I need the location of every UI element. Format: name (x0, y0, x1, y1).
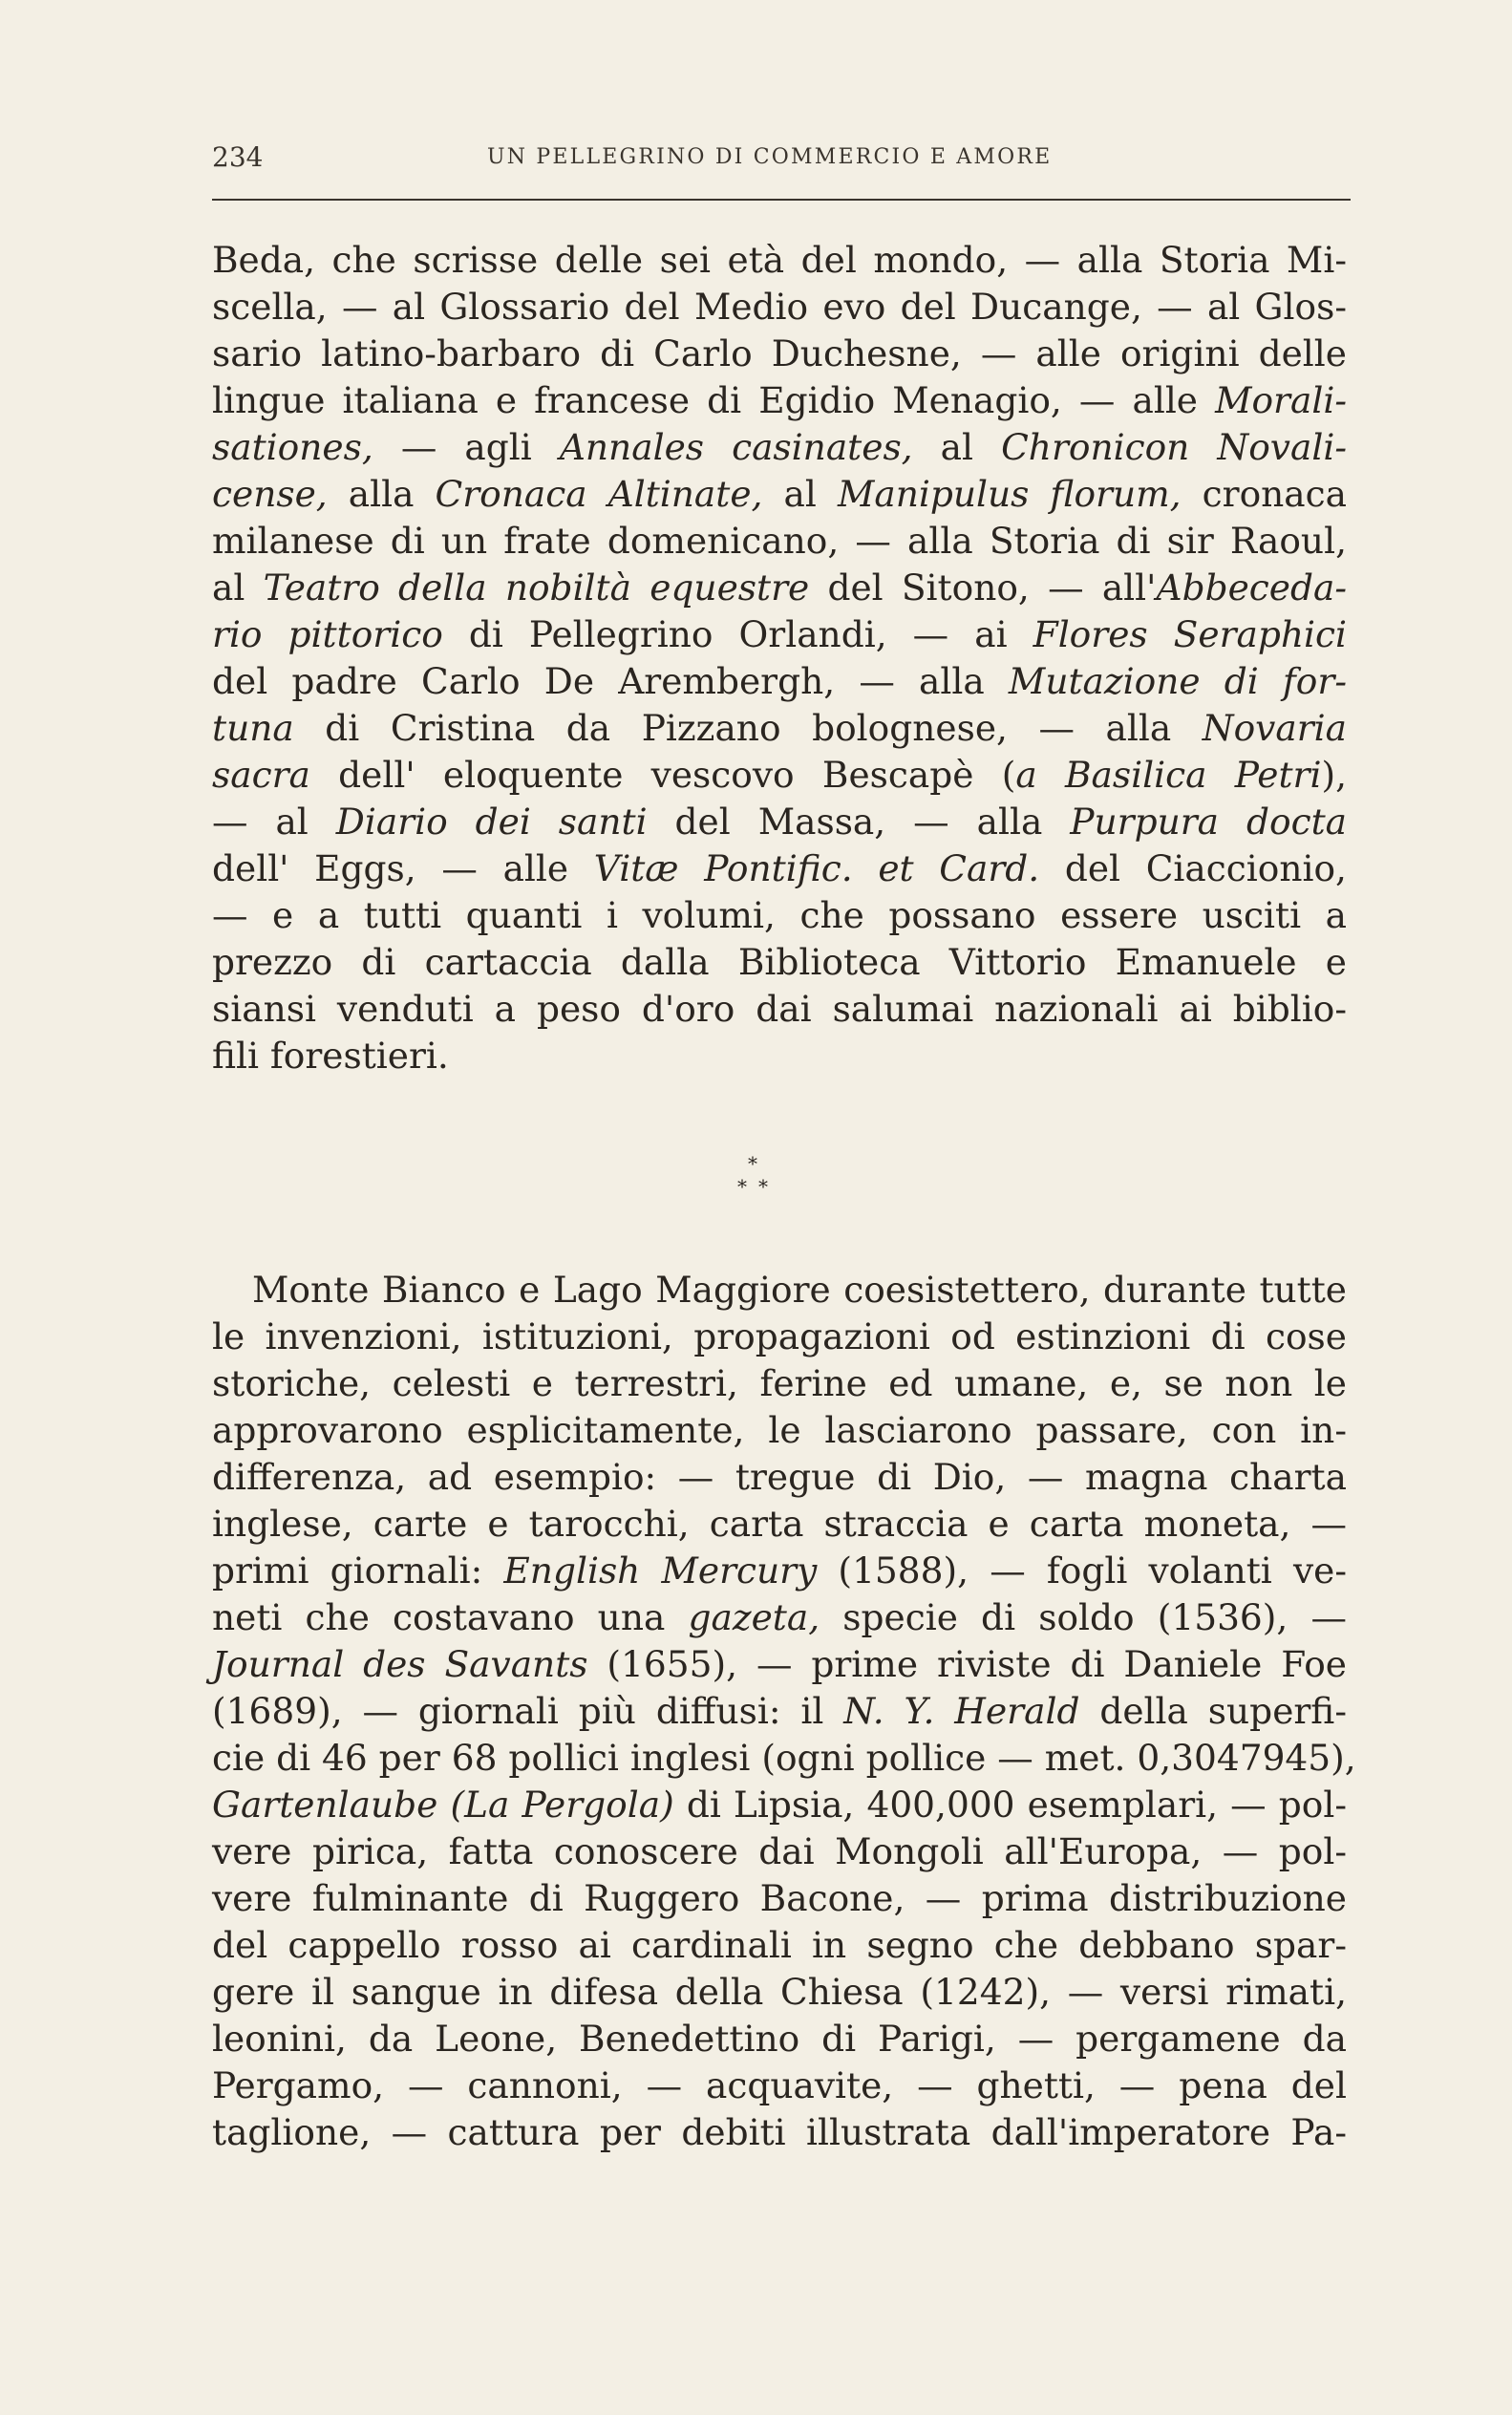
text-line: le invenzioni, istituzioni, propagazioni od estinzioni di cose (212, 1315, 1347, 1357)
text-line: vere pirica, fatta conoscere dai Mongoli all'Europa, — pol- (212, 1830, 1347, 1872)
text-line (212, 752, 1347, 799)
italic-title: gazeta, (688, 1596, 820, 1638)
text-run: ), (1321, 754, 1348, 796)
text-run: di Cristina da Pizzano bolognese, — alla (293, 707, 1203, 749)
running-head (212, 141, 1343, 180)
italic-title: Diario dei santi (335, 801, 648, 843)
italic-title: Morali- (1215, 379, 1347, 421)
text-line (212, 705, 1347, 752)
text-line (212, 1548, 1347, 1594)
text-line: milanese di un frate domenicano, — alla Storia di sir Raoul, (212, 520, 1347, 562)
text-run: dell' eloquente vescovo Bescapè ( (309, 754, 1016, 796)
text-run: del Sitono, — all' (809, 566, 1157, 609)
italic-title: Flores Seraphici (1033, 613, 1347, 655)
italic-title: N. Y. Herald (843, 1690, 1080, 1732)
text-line: sario latino-barbaro di Carlo Duchesne, — alle origini delle (212, 332, 1347, 374)
text-run: lingue italiana e francese di Egidio Menagio, — alle (212, 379, 1216, 421)
italic-title: English Mercury (503, 1549, 818, 1592)
italic-title: Novaria (1202, 707, 1347, 749)
page-number: 234 (212, 141, 264, 173)
text-run: del padre Carlo De Arembergh, — alla (212, 660, 1009, 702)
text-run: di Lipsia, 400,000 esemplari, — pol- (673, 1784, 1348, 1826)
text-line (212, 1641, 1347, 1688)
text-run: neti che costavano una (212, 1596, 689, 1638)
paragraph-2 (212, 1267, 1356, 2156)
italic-title: Mutazione di for- (1008, 660, 1347, 702)
text-line (212, 1594, 1347, 1641)
text-run: della superfi- (1079, 1690, 1347, 1732)
text-run: primi giornali: (212, 1549, 504, 1592)
text-run: — agli (373, 426, 560, 468)
text-line (212, 845, 1347, 892)
italic-title: Gartenlaube (La Pergola) (212, 1784, 674, 1826)
text-run: del Massa, — alla (647, 801, 1071, 843)
text-line: approvarono esplicitamente, le lasciarono passare, con in- (212, 1409, 1347, 1451)
text-line: Monte Bianco e Lago Maggiore coesistettero, durante tutte (252, 1269, 1347, 1311)
italic-title: Journal des Savants (212, 1643, 588, 1685)
italic-title: a Basilica Petri (1015, 754, 1322, 796)
italic-title: Chronicon Novali- (1001, 426, 1347, 468)
asterisk: * (737, 1175, 747, 1198)
text-line: differenza, ad esempio: — tregue di Dio, — magna charta (212, 1456, 1347, 1498)
text-run: cronaca (1181, 473, 1348, 515)
italic-title: Manipulus florum, (837, 473, 1182, 515)
text-line: inglese, carte e tarocchi, carta straccia e carta moneta, — (212, 1503, 1347, 1545)
text-line (212, 1688, 1347, 1735)
text-line: gere il sangue in difesa della Chiesa (1242), — versi rimati, (212, 1971, 1347, 2013)
italic-title: sacra (212, 754, 310, 796)
italic-title: Teatro della nobiltà equestre (263, 566, 810, 609)
asterisk: * (758, 1175, 768, 1198)
text-line (212, 1782, 1347, 1828)
paragraph-1 (212, 237, 1347, 1079)
text-run: (1588), — fogli volanti ve- (817, 1549, 1347, 1592)
asterism-separator (726, 1154, 783, 1202)
text-line: scella, — al Glossario del Medio evo del Ducange, — al Glos- (212, 286, 1347, 328)
asterisk: * (748, 1152, 757, 1175)
text-run: alla (327, 473, 436, 515)
running-title: UN PELLEGRINO DI COMMERCIO E AMORE (487, 145, 1053, 169)
text-line: siansi venduti a peso d'oro dai salumai nazionali ai biblio- (212, 988, 1347, 1030)
text-line: taglione, — cattura per debiti illustrata dall'imperatore Pa- (212, 2111, 1347, 2153)
text-line (212, 471, 1347, 518)
text-line: Pergamo, — cannoni, — acquavite, — ghetti, — pena del (212, 2064, 1347, 2106)
text-run: — al (212, 801, 336, 843)
italic-title: Cronaca Altinate, (435, 473, 763, 515)
text-line: fili forestieri. (212, 1035, 449, 1077)
text-line: cie di 46 per 68 pollici inglesi (ogni pollice — met. 0,3047945), (212, 1737, 1356, 1779)
text-line (212, 611, 1347, 658)
text-line: storiche, celesti e terrestri, ferine ed umane, e, se non le (212, 1362, 1347, 1404)
text-line: Beda, che scrisse delle sei età del mondo, — alla Storia Mi- (212, 239, 1347, 281)
text-run: al (762, 473, 838, 515)
italic-title: Abbeceda- (1156, 566, 1347, 609)
italic-title: Annales casinates, (559, 426, 913, 468)
text-line (212, 565, 1347, 611)
text-run: dell' Eggs, — alle (212, 847, 594, 889)
text-line: leonini, da Leone, Benedettino di Parigi, — pergamene da (212, 2018, 1347, 2060)
text-line: — e a tutti quanti i volumi, che possano essere usciti a (212, 894, 1347, 936)
text-line (212, 424, 1347, 471)
text-line (212, 799, 1347, 845)
italic-title: Purpura docta (1070, 801, 1347, 843)
italic-title: sationes, (212, 426, 373, 468)
text-line: del cappello rosso ai cardinali in segno che debbano spar- (212, 1924, 1347, 1966)
text-run: di Pellegrino Orlandi, — ai (442, 613, 1033, 655)
text-run: al (212, 566, 264, 609)
text-run: (1689), — giornali più diffusi: il (212, 1690, 844, 1732)
text-line: vere fulminante di Ruggero Bacone, — prima distribuzione (212, 1877, 1347, 1919)
italic-title: cense, (212, 473, 328, 515)
text-run: (1655), — prime riviste di Daniele Foe (587, 1643, 1347, 1685)
text-run: specie di soldo (1536), — (820, 1596, 1347, 1638)
text-line (212, 377, 1347, 424)
text-line (212, 658, 1347, 705)
text-run: al (912, 426, 1002, 468)
header-rule (212, 199, 1351, 201)
italic-title: Vitæ Pontific. et Card. (593, 847, 1040, 889)
text-line: prezzo di cartaccia dalla Biblioteca Vittorio Emanuele e (212, 941, 1347, 983)
italic-title: rio pittorico (212, 613, 443, 655)
italic-title: tuna (212, 707, 294, 749)
text-run: del Ciaccionio, (1039, 847, 1347, 889)
